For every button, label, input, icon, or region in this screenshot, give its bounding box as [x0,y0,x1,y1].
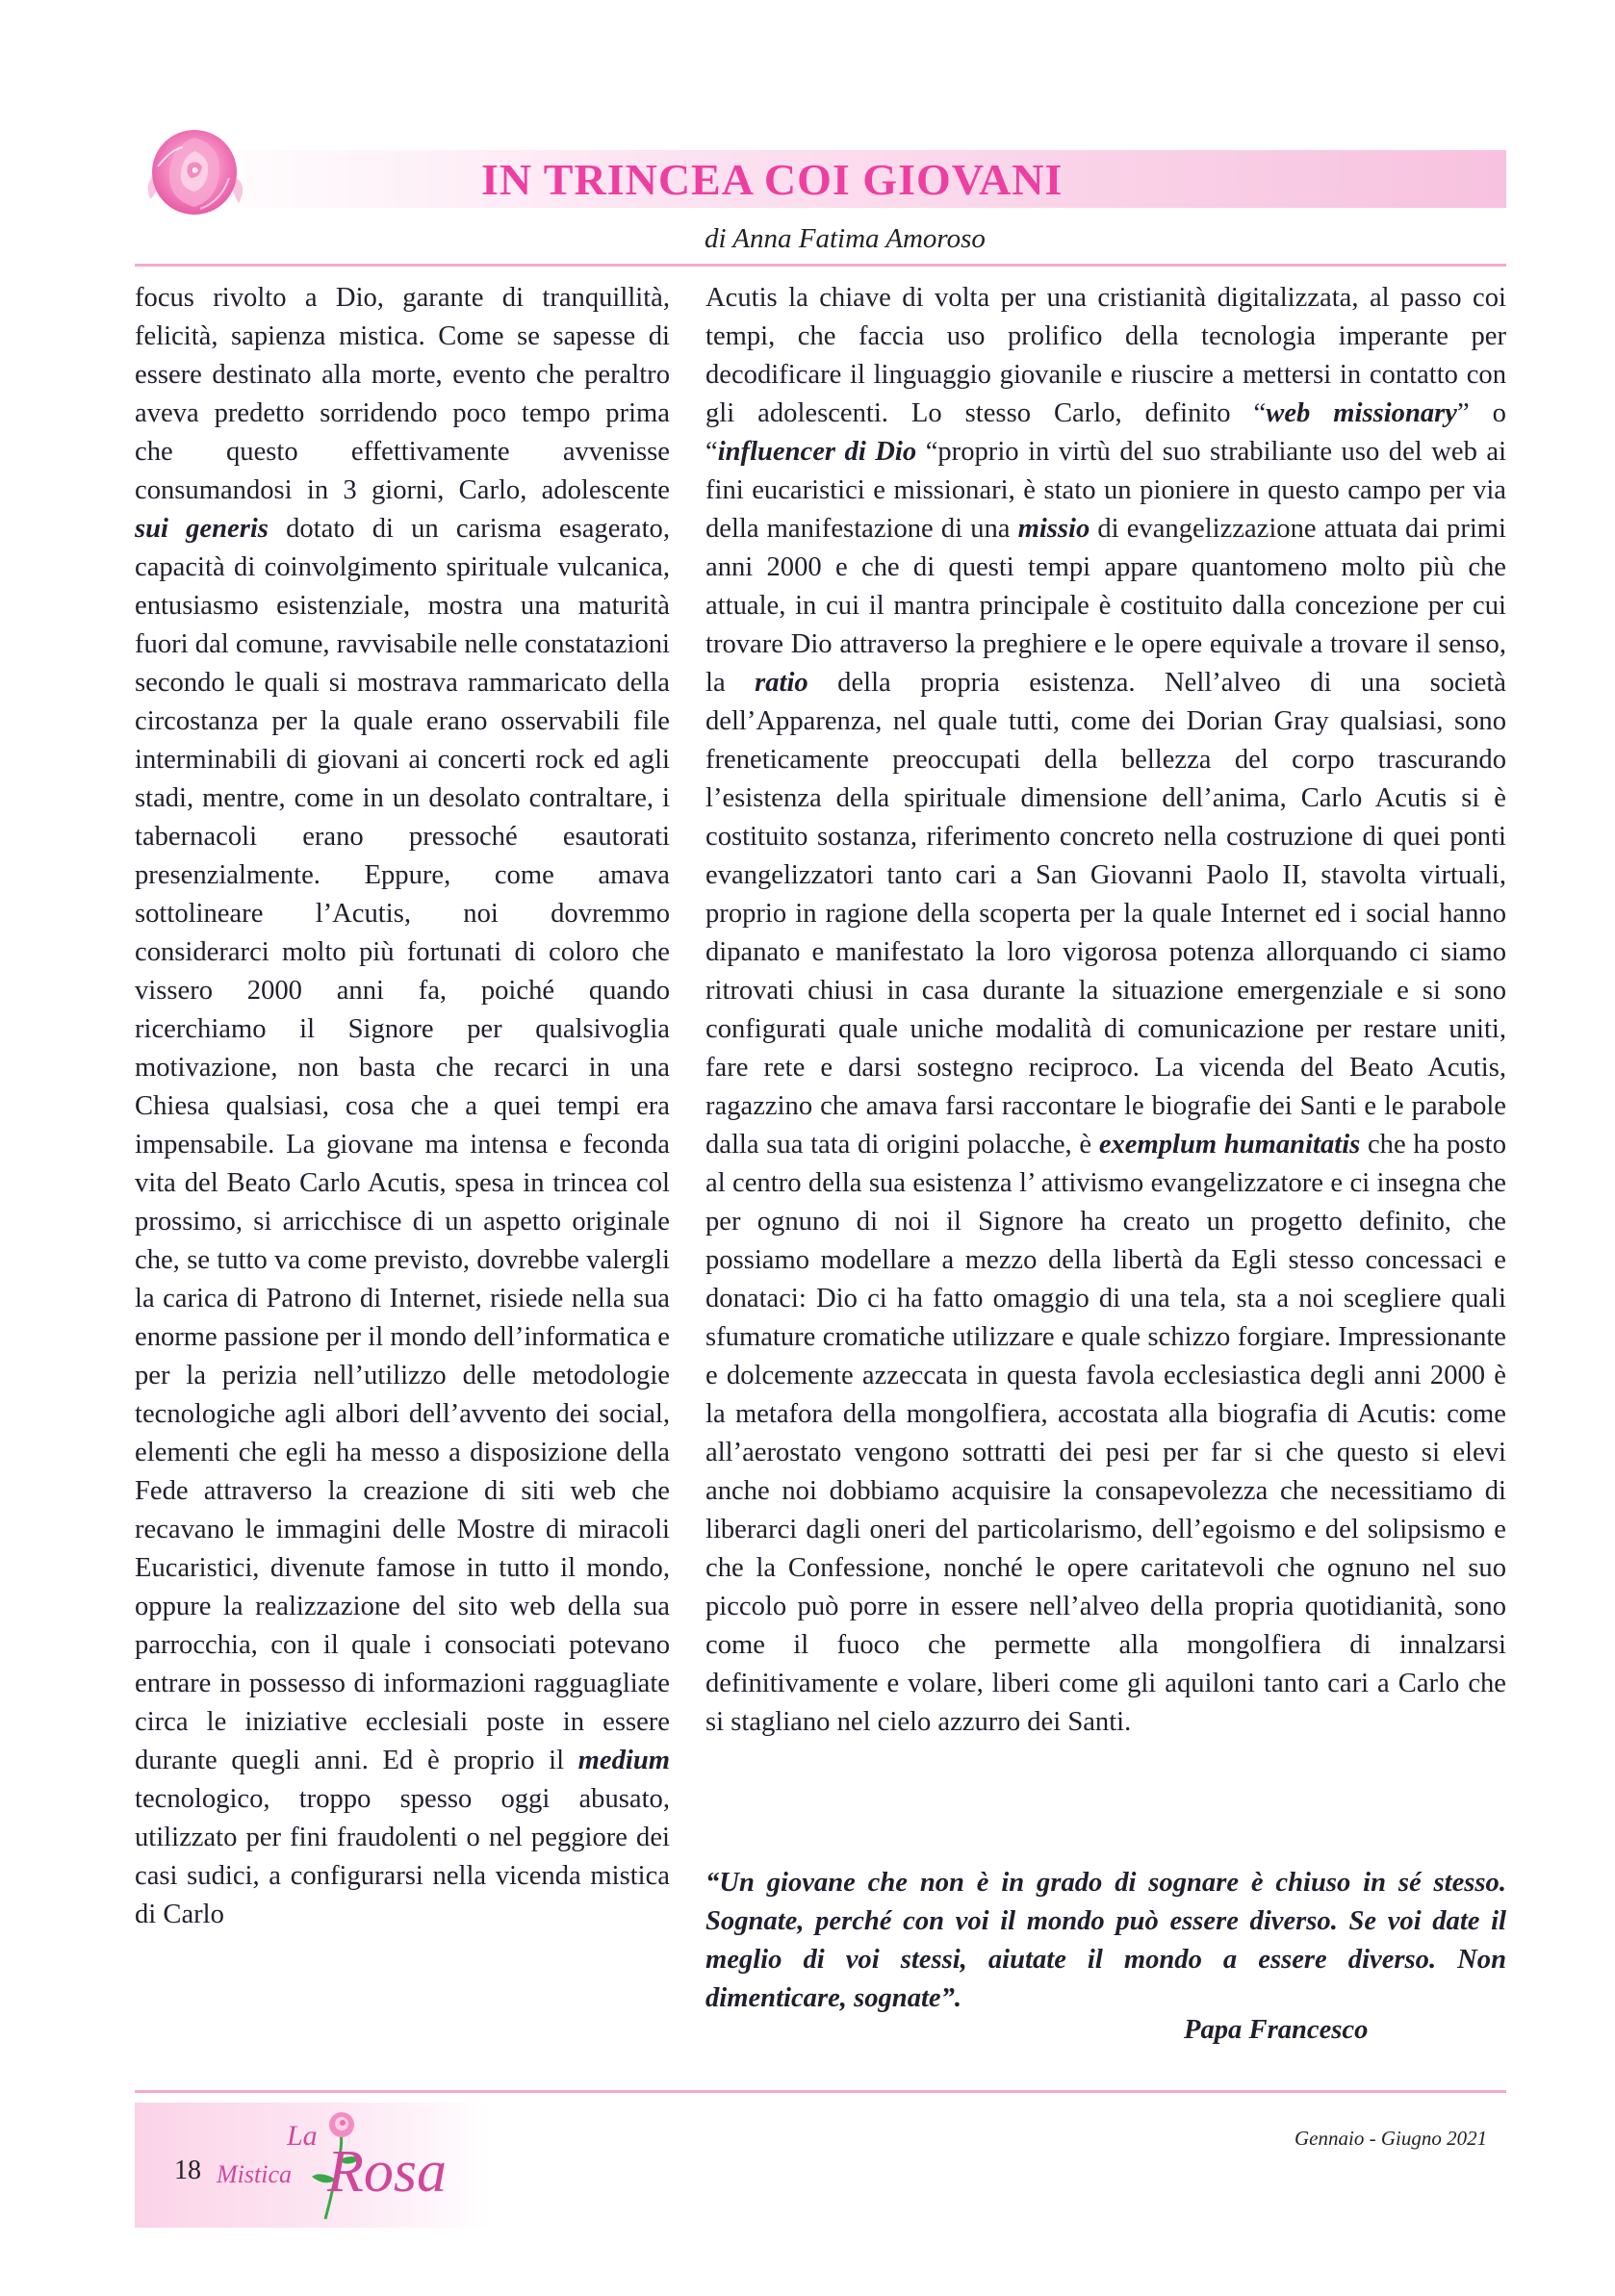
right-column [705,279,1506,1742]
left-column-text: focus rivolto a Dio, garante di tranquillità, felicità, sapienza mistica. Come se sapesse di essere destinato alla morte, evento che peraltro aveva predetto sorridendo poco tempo prima che questo effettivamente avvenisse consumandosi in 3 giorni, Carlo, adolescente sui generis dotato di un carisma esagerato, capacità di coinvolgimento spirituale vulcanica, entusiasmo esistenziale, mostra una maturità fuori dal comune, ravvisabile nelle constatazioni secondo le quali si mostrava rammaricato della circostanza per la quale erano osservabili file interminabili di giovani ai concerti rock ed agli stadi, mentre, come in un desolato contraltare, i tabernacoli erano pressoché esautorati presenzialmente. Eppure, come amava sottolineare l’Acutis, noi dovremmo considerarci molto più fortunati di coloro che vissero 2000 anni fa, poiché quando ricerchiamo il Signore per qualsivoglia motivazione, non basta che recarci in una Chiesa qualsiasi, cosa che a quei tempi era impensabile. La giovane ma intensa e feconda vita del Beato Carlo Acutis, spesa in trincea col prossimo, si arricchisce di un aspetto originale che, se tutto va come previsto, dovrebbe valergli la carica di Patrono di Internet, risiede nella sua enorme passione per il mondo dell’informatica e per la perizia nell’utilizzo delle metodologie tecnologiche agli albori dell’avvento dei social, elementi che egli ha messo a disposizione della Fede attraverso la creazione di siti web che recavano le immagini delle Mostre di miracoli Eucaristici, divenute famose in tutto il mondo, oppure la realizzazione del sito web della sua parrocchia, con il quale i consociati potevano entrare in possesso di informazioni ragguagliate circa le iniziative ecclesiali poste in essere durante quegli anni. Ed è proprio il medium tecnologico, troppo spesso oggi abusato, utilizzato per fini fraudolenti o nel peggiore dei casi sudici, a configurarsi nella vicenda mistica di Carlo [135,283,671,1929]
article-title: IN TRINCEA COI GIOVANI [481,155,1064,204]
article-author: di Anna Fatima Amoroso [705,223,986,254]
closing-quote: “Un giovane che non è in grado di sognare è chiuso in sé stesso. Sognate, perché con voi il mondo può essere diverso. Se voi date il meglio di voi stessi, aiutate il mondo a essere diverso. Non dimenticare, sognate”. [705,1868,1506,2013]
page-number: 18 [174,2156,201,2185]
right-column-text: Acutis la chiave di volta per una cristianità digitalizzata, al passo coi tempi, che faccia uso prolifico della tecnologia imperante per decodificare il linguaggio giovanile e riuscire a mettersi in contatto con gli adolescenti. Lo stesso Carlo, definito “web missionary” o “influencer di Dio “proprio in virtù del suo strabiliante uso del web ai fini eucaristici e missionari, è stato un pioniere in questo campo per via della manifestazione di una missio di evangelizzazione attuata dai primi anni 2000 e che di questi tempi appare quantomeno molto più che attuale, in cui il mantra principale è costituito dalla concezione per cui trovare Dio attraverso la preghiere e le opere equivale a trovare il senso, la ratio della propria esistenza. Nell’alveo di una società dell’Apparenza, nel quale tutti, come dei Dorian Gray qualsiasi, sono freneticamente preoccupati della bellezza del corpo trascurando l’esistenza della spirituale dimensione dell’anima, Carlo Acutis si è costituito sostanza, riferimento concreto nella costruzione di quei ponti evangelizzatori tanto cari a San Giovanni Paolo II, stavolta virtuali, proprio in ragione della scoperta per la quale Internet ed i social hanno dipanato e manifestato la loro vigorosa potenza allorquando ci siamo ritrovati chiusi in casa durante la situazione emergenziale e si sono configurati quale uniche modalità di comunicazione per restare uniti, fare rete e darsi sostegno reciproco. La vicenda del Beato Acutis, ragazzino che amava farsi raccontare le biografie dei Santi e le parabole dalla sua tata di origini polacche, è exemplum humanitatis che ha posto al centro della sua esistenza l’ attivismo evangelizzatore e ci insegna che per ognuno di noi il Signore ha creato un progetto definito, che possiamo modellare a mezzo della libertà da Egli stesso concessaci e donataci: Dio ci ha fatto omaggio di una tela, sta a noi scegliere quali sfumature cromatiche utilizzare e quale schizzo forgiare. Impressionante e dolcemente azzeccata in questa favola ecclesiastica degli anni 2000 è la metafora della mongolfiera, accostata alla biografia di Acutis: come all’aerostato vengono sottratti dei pesi per far si che questo si elevi anche noi dobbiamo acquisire la consapevolezza che necessitiamo di liberarci dagli oneri del particolarismo, dell’egoismo e del solipsismo e che la Confessione, nonché le opere caritatevoli che ognuno nel suo piccolo può porre in essere nell’alveo della propria quotidianità, sono come il fuoco che permette alla mongolfiera di innalzarsi definitivamente e volare, liberi come gli aquiloni tanto cari a Carlo che si stagliano nel cielo azzurro dei Santi. [705,283,1507,1737]
left-column [135,279,670,1934]
logo-word-mistica: Mistica [217,2160,292,2188]
logo-word-la: La [287,2120,318,2152]
footer-divider [135,2090,1506,2093]
rose-icon [133,111,256,234]
quote-author: Papa Francesco [1184,2015,1369,2045]
logo-word-rosa: Rosa [327,2139,447,2205]
header-divider [135,264,1506,267]
issue-date: Gennaio - Giugno 2021 [1295,2127,1488,2150]
